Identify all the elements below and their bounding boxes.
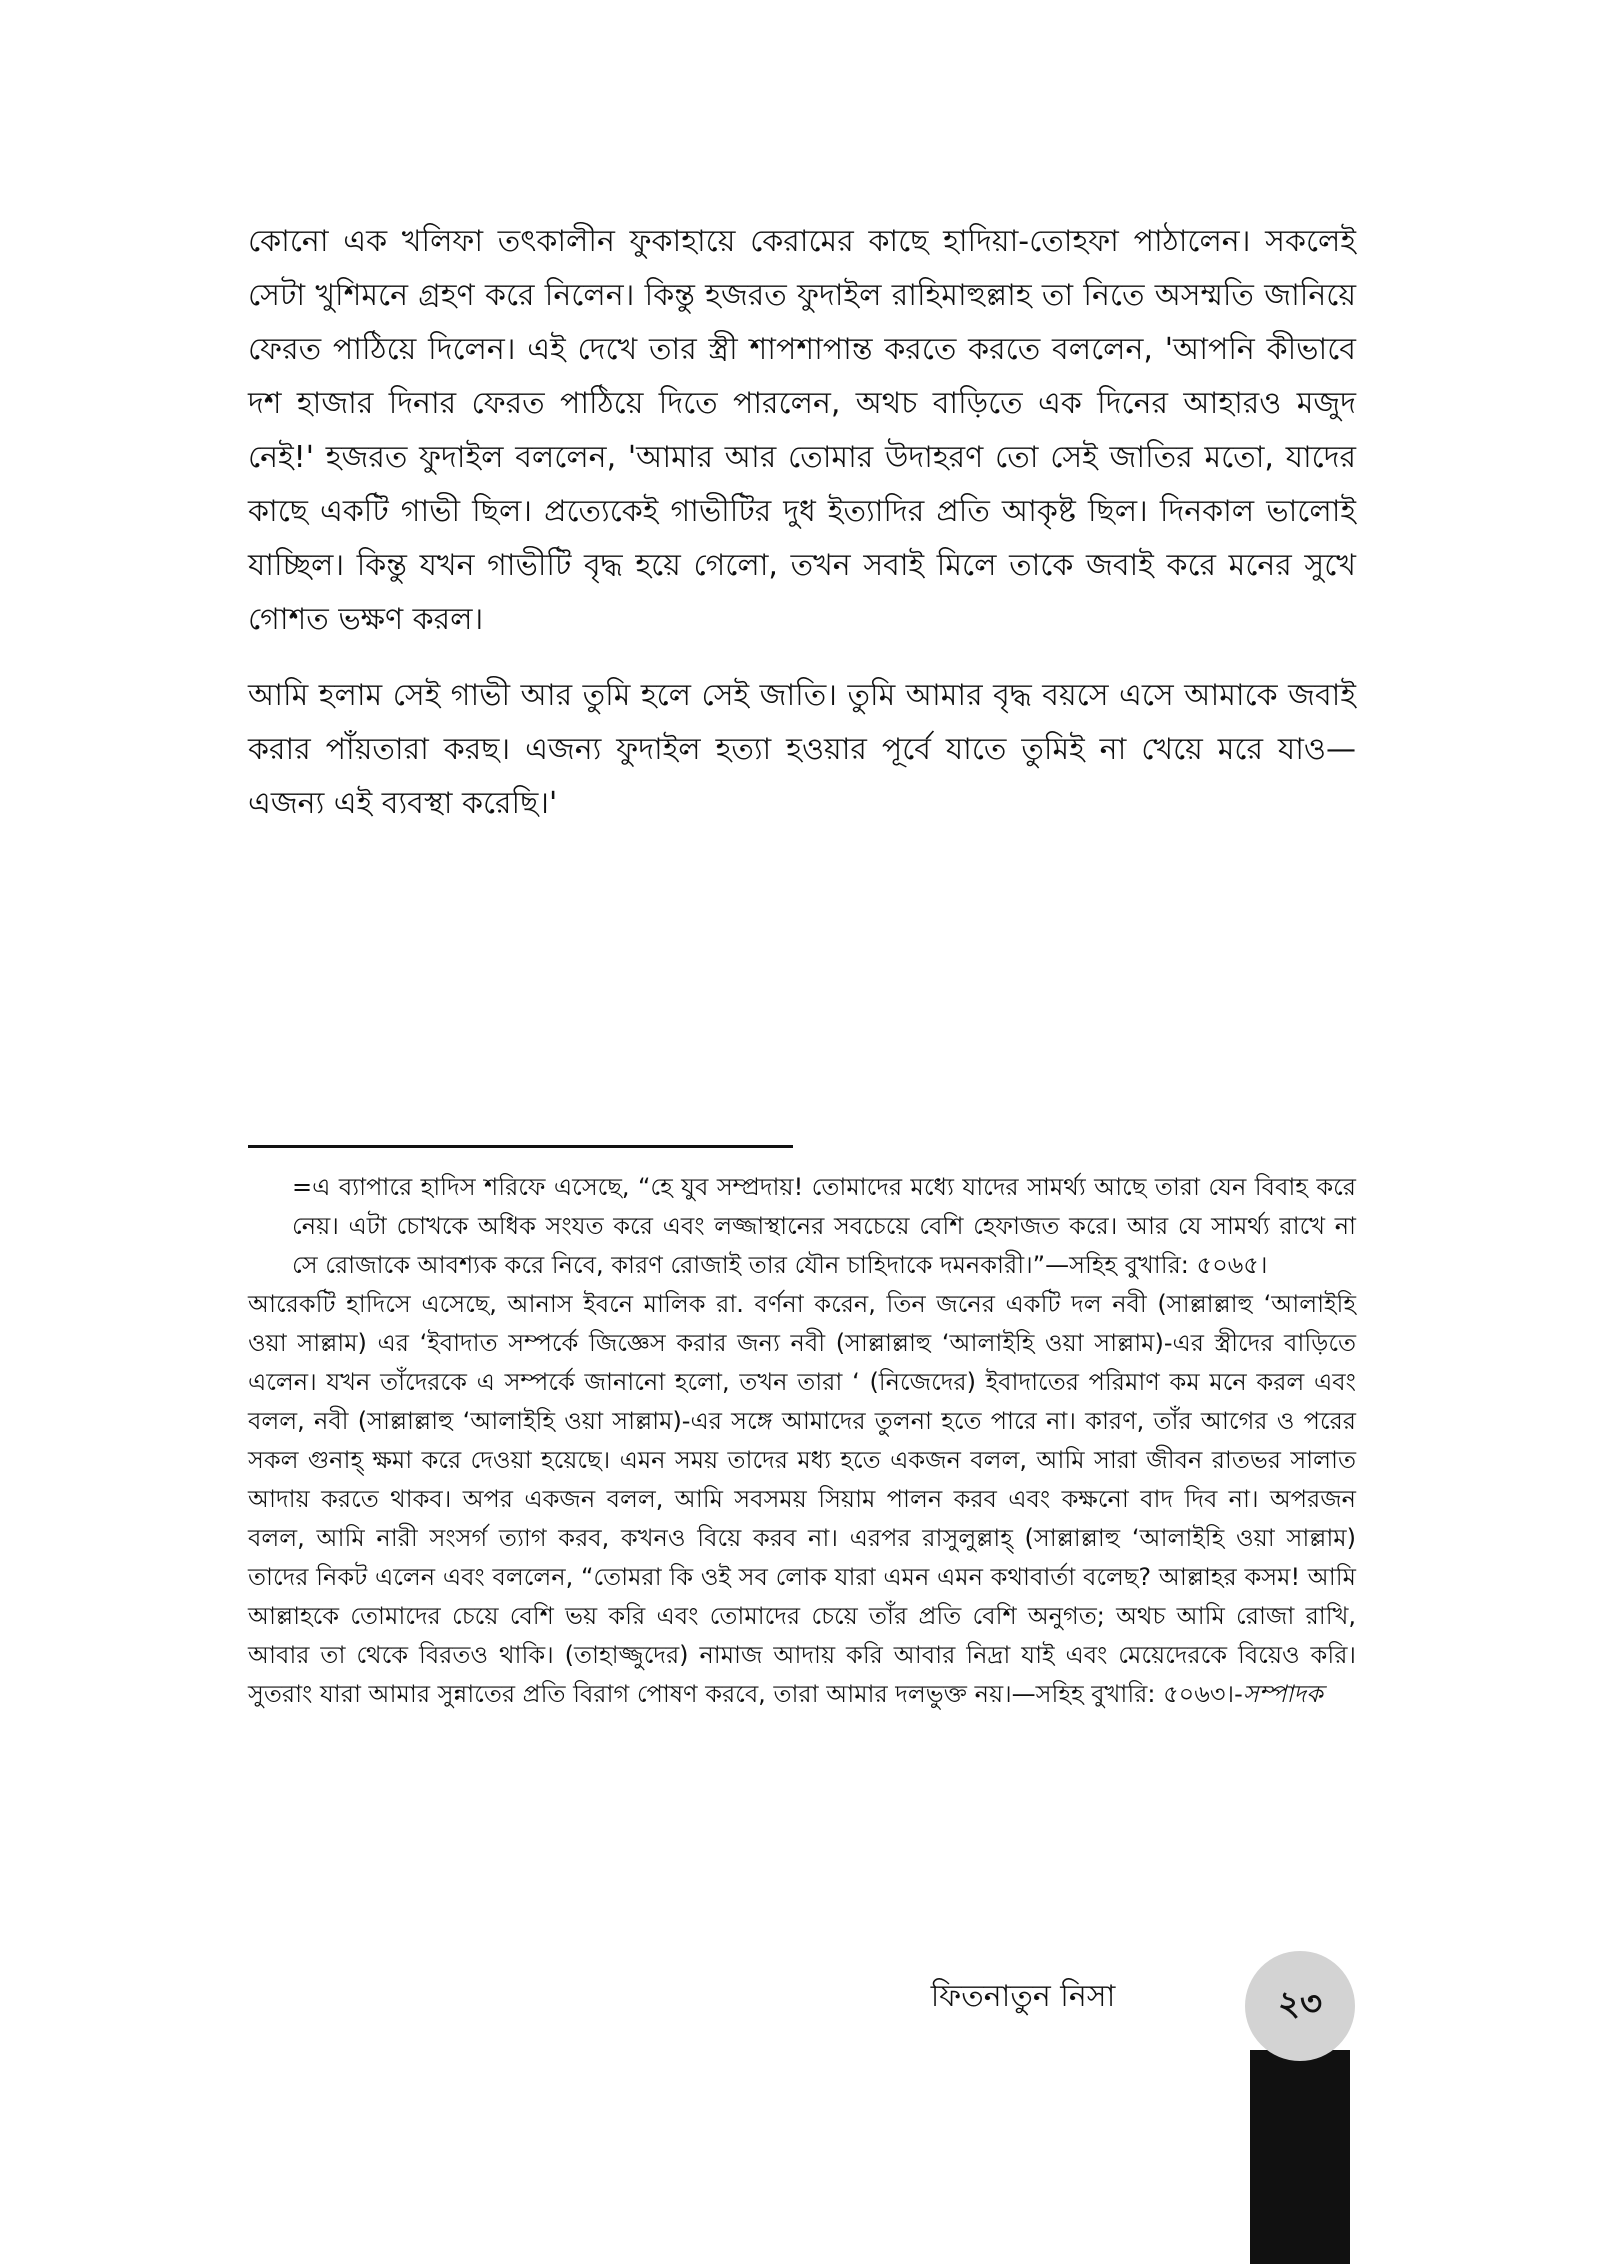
- footnote: [248, 1168, 1356, 1714]
- editor-credit: সম্পাদক: [1242, 1680, 1323, 1708]
- paragraph-1: কোনো এক খলিফা তৎকালীন ফুকাহায়ে কেরামের কাছে হাদিয়া-তোহফা পাঠালেন। সকলেই সেটা খুশিমনে গ্রহণ করে নিলেন। কিন্তু হজরত ফুদাইল রাহিমাহুল্লাহ তা নিতে অসম্মতি জানিয়ে ফেরত পাঠিয়ে দিলেন। এই দেখে তার স্ত্রী শাপশাপান্ত করতে করতে বললেন, 'আপনি কীভাবে দশ হাজার দিনার ফেরত পাঠিয়ে দিতে পারলেন, অথচ বাড়িতে এক দিনের আহারও মজুদ নেই!' হজরত ফুদাইল বললেন, 'আমার আর তোমার উদাহরণ তো সেই জাতির মতো, যাদের কাছে একটি গাভী ছিল। প্রত্যেকেই গাভীটির দুধ ইত্যাদির প্রতি আকৃষ্ট ছিল। দিনকাল ভালোই যাচ্ছিল। কিন্তু যখন গাভীটি বৃদ্ধ হয়ে গেলো, তখন সবাই মিলে তাকে জবাই করে মনের সুখে গোশত ভক্ষণ করল।: [248, 224, 1356, 637]
- footnote-paragraph-1: =এ ব্যাপারে হাদিস শরিফে এসেছে, “হে যুব সম্প্রদায়! তোমাদের মধ্যে যাদের সামর্থ্য আছে তারা যেন বিবাহ করে নেয়। এটা চোখকে অধিক সংযত করে এবং লজ্জাস্থানের সবচেয়ে বেশি হেফাজত করে। আর যে সামর্থ্য রাখে না সে রোজাকে আবশ্যক করে নিবে, কারণ রোজাই তার যৌন চাহিদাকে দমনকারী।”—সহিহ বুখারি: ৫০৬৫।: [292, 1173, 1356, 1279]
- main-text: [248, 215, 1356, 853]
- page-edge-tab: [1250, 2050, 1350, 2264]
- paragraph-2: আমি হলাম সেই গাভী আর তুমি হলে সেই জাতি। তুমি আমার বৃদ্ধ বয়সে এসে আমাকে জবাই করার পাঁয়তারা করছ। এজন্য ফুদাইল হত্যা হওয়ার পূর্বে যাতে তুমিই না খেয়ে মরে যাও—এজন্য এই ব্যবস্থা করেছি।': [248, 678, 1356, 821]
- book-title: ফিতনাতুন নিসা: [930, 1979, 1116, 2014]
- footnote-paragraph-2: [248, 1285, 1356, 1714]
- footnote-divider: [248, 1145, 793, 1148]
- page-number: ২৩: [1277, 1983, 1323, 2024]
- footnote-paragraph-2-text: আরেকটি হাদিসে এসেছে, আনাস ইবনে মালিক রা. বর্ণনা করেন, তিন জনের একটি দল নবী (সাল্লাল্লাহু ‘আলাইহি ওয়া সাল্লাম) এর ‘ইবাদাত সম্পর্কে জিজ্ঞেস করার জন্য নবী (সাল্লাল্লাহু ‘আলাইহি ওয়া সাল্লাম)-এর স্ত্রীদের বাড়িতে এলেন। যখন তাঁদেরকে এ সম্পর্কে জানানো হলো, তখন তারা ‘ (নিজেদের) ইবাদাতের পরিমাণ কম মনে করল এবং বলল, নবী (সাল্লাল্লাহু ‘আলাইহি ওয়া সাল্লাম)-এর সঙ্গে আমাদের তুলনা হতে পারে না। কারণ, তাঁর আগের ও পরের সকল গুনাহ্ ক্ষমা করে দেওয়া হয়েছে। এমন সময় তাদের মধ্য হতে একজন বলল, আমি সারা জীবন রাতভর সালাত আদায় করতে থাকব। অপর একজন বলল, আমি সবসময় সিয়াম পালন করব এবং কক্ষনো বাদ দিব না। অপরজন বলল, আমি নারী সংসর্গ ত্যাগ করব, কখনও বিয়ে করব না। এরপর রাসুলুল্লাহ্ (সাল্লাল্লাহু ‘আলাইহি ওয়া সাল্লাম) তাদের নিকট এলেন এবং বললেন, “তোমরা কি ওই সব লোক যারা এমন এমন কথাবার্তা বলেছ? আল্লাহর কসম! আমি আল্লাহকে তোমাদের চেয়ে বেশি ভয় করি এবং তোমাদের চেয়ে তাঁর প্রতি বেশি অনুগত; অথচ আমি রোজা রাখি, আবার তা থেকে বিরতও থাকি। (তাহাজ্জুদের) নামাজ আদায় করি আবার নিদ্রা যাই এবং মেয়েদেরকে বিয়েও করি। সুতরাং যারা আমার সুন্নাতের প্রতি বিরাগ পোষণ করবে, তারা আমার দলভুক্ত নয়।—সহিহ বুখারি: ৫০৬৩।-: [248, 1290, 1356, 1708]
- page-number-badge: [1245, 1951, 1355, 2061]
